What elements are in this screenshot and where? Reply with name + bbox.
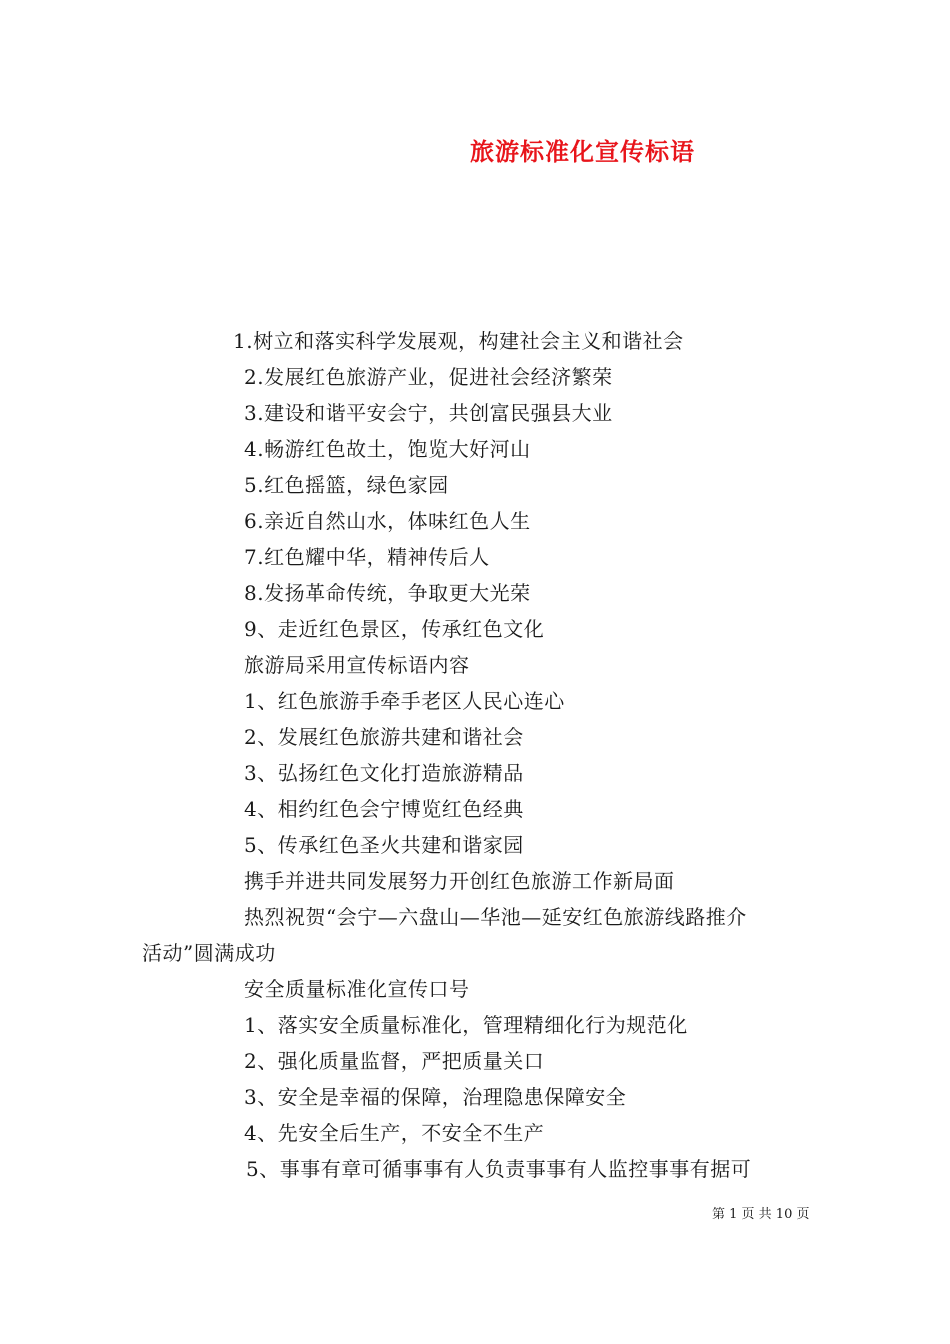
document-title: 旅游标准化宣传标语 xyxy=(470,137,695,166)
bureau-slogan-4: 4、相约红色会宁博览红色经典 xyxy=(244,797,524,821)
paragraph-line: 携手并进共同发展努力开创红色旅游工作新局面 xyxy=(244,869,675,893)
safety-slogan-1: 1、落实安全质量标准化，管理精细化行为规范化 xyxy=(244,1013,688,1037)
safety-slogan-2: 2、强化质量监督，严把质量关口 xyxy=(244,1049,545,1073)
bureau-slogan-1: 1、红色旅游手牵手老区人民心连心 xyxy=(244,689,565,713)
bureau-slogan-2: 2、发展红色旅游共建和谐社会 xyxy=(244,725,524,749)
slogan-line-1: 1.树立和落实科学发展观，构建社会主义和谐社会 xyxy=(233,329,684,353)
bureau-slogan-3: 3、弘扬红色文化打造旅游精品 xyxy=(244,761,524,785)
slogan-line-2: 2.发展红色旅游产业，促进社会经济繁荣 xyxy=(244,365,613,389)
section-heading-tourism-bureau: 旅游局采用宣传标语内容 xyxy=(244,653,470,677)
bureau-slogan-5: 5、传承红色圣火共建和谐家园 xyxy=(244,833,524,857)
paragraph-line: 热烈祝贺“会宁—六盘山—华池—延安红色旅游线路推介 xyxy=(244,905,747,929)
slogan-line-5: 5.红色摇篮，绿色家园 xyxy=(244,473,449,497)
safety-slogan-3: 3、安全是幸福的保障，治理隐患保障安全 xyxy=(244,1085,627,1109)
slogan-line-6: 6.亲近自然山水，体味红色人生 xyxy=(244,509,531,533)
paragraph-line-continuation: 活动”圆满成功 xyxy=(142,941,276,965)
slogan-line-4: 4.畅游红色故土，饱览大好河山 xyxy=(244,437,531,461)
slogan-line-9: 9、走近红色景区，传承红色文化 xyxy=(244,617,545,641)
safety-slogan-4: 4、先安全后生产，不安全不生产 xyxy=(244,1121,545,1145)
section-heading-safety-quality: 安全质量标准化宣传口号 xyxy=(244,977,470,1001)
safety-slogan-5: 5、事事有章可循事事有人负责事事有人监控事事有据可 xyxy=(246,1157,752,1181)
slogan-line-7: 7.红色耀中华，精神传后人 xyxy=(244,545,490,569)
page-number-footer: 第 1 页 共 10 页 xyxy=(712,1207,810,1222)
slogan-line-8: 8.发扬革命传统，争取更大光荣 xyxy=(244,581,531,605)
slogan-line-3: 3.建设和谐平安会宁，共创富民强县大业 xyxy=(244,401,613,425)
